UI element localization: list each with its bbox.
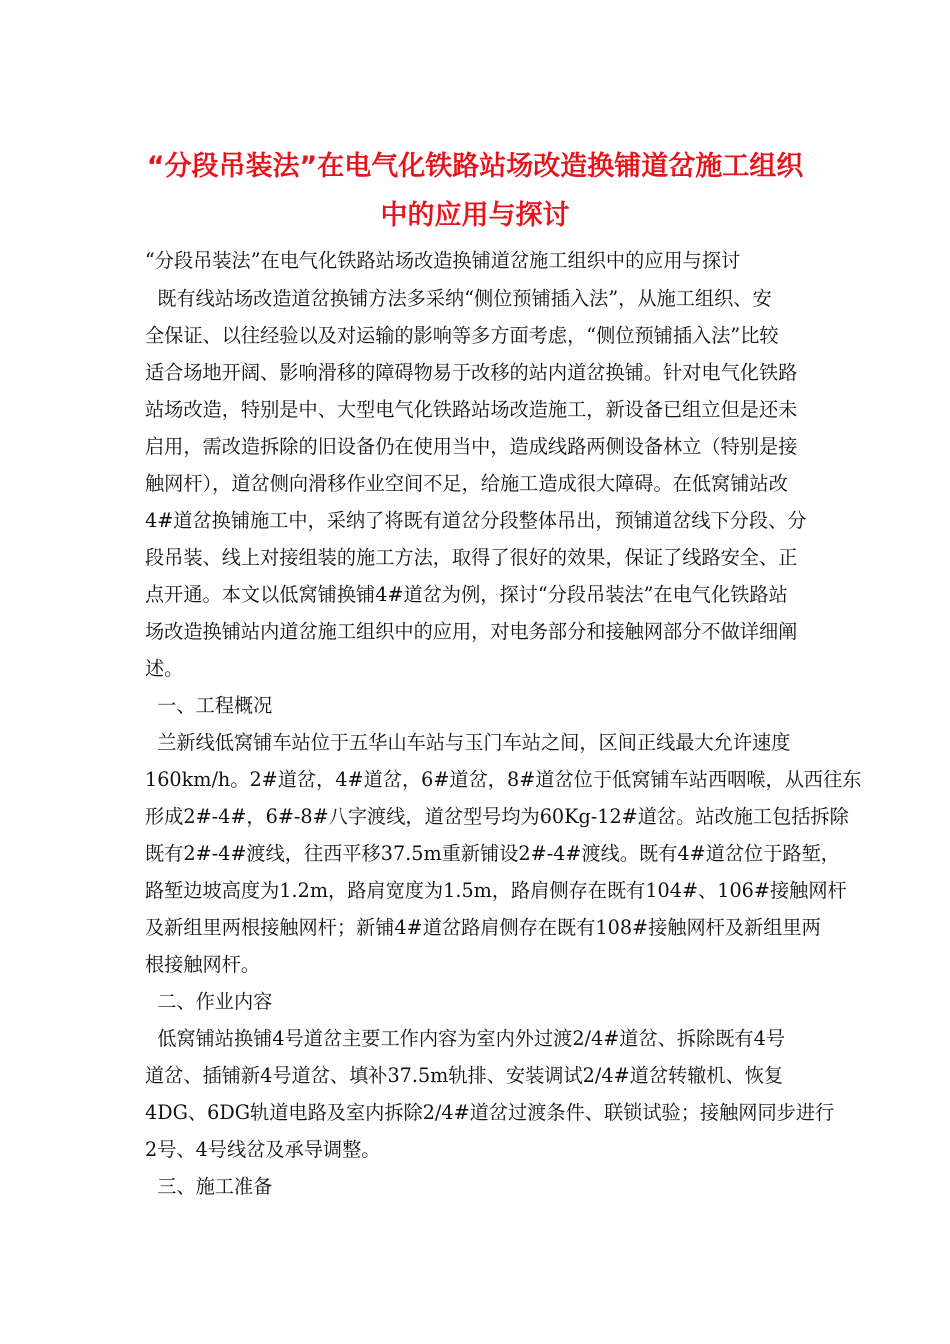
text-line: 站场改造，特别是中、大型电气化铁路站场改造施工，新设备已组立但是还未 <box>145 398 798 421</box>
text-line: 道岔、插铺新4号道岔、填补37.5m轨排、安装调试2/4#道岔转辙机、恢复 <box>145 1064 784 1087</box>
text-line: 触网杆），道岔侧向滑移作业空间不足，给施工造成很大障碍。在低窝铺站改 <box>145 472 788 495</box>
text-line: “分段吊装法”在电气化铁路站场改造换铺道岔施工组织中的应用与探讨 <box>145 249 741 272</box>
text-line: 既有线站场改造道岔换铺方法多采纳“侧位预铺插入法”，从施工组织、安 <box>145 287 772 310</box>
text-line: 全保证、以往经验以及对运输的影响等多方面考虑，“侧位预铺插入法”比较 <box>145 324 779 347</box>
document-title-line-2: 中的应用与探讨 <box>380 200 570 231</box>
text-line: 适合场地开阔、影响滑移的障碍物易于改移的站内道岔换铺。针对电气化铁路 <box>145 361 798 384</box>
document-title-line-1: “分段吊装法”在电气化铁路站场改造换铺道岔施工组织 <box>146 151 804 182</box>
text-line: 形成2#-4#，6#-8#八字渡线，道岔型号均为60Kg-12#道岔。站改施工包括拆除 <box>145 805 849 828</box>
text-line: 述。 <box>145 657 184 680</box>
text-line: 段吊装、线上对接组装的施工方法，取得了很好的效果，保证了线路安全、正 <box>145 546 798 569</box>
section-heading: 一、工程概况 <box>145 694 273 717</box>
text-line: 根接触网杆。 <box>145 953 261 976</box>
text-line: 启用，需改造拆除的旧设备仍在使用当中，造成线路两侧设备林立（特别是接 <box>145 435 798 458</box>
text-line: 4#道岔换铺施工中，采纳了将既有道岔分段整体吊出，预铺道岔线下分段、分 <box>145 509 807 532</box>
text-line: 点开通。本文以低窝铺换铺4#道岔为例，探讨“分段吊装法”在电气化铁路站 <box>145 583 788 606</box>
text-line: 既有2#-4#渡线，往西平移37.5m重新铺设2#-4#渡线。既有4#道岔位于路堑， <box>145 842 840 865</box>
text-line: 160km/h。2#道岔，4#道岔，6#道岔，8#道岔位于低窝铺车站西咽喉，从西往东 <box>145 768 862 791</box>
text-line: 兰新线低窝铺车站位于五华山车站与玉门车站之间，区间正线最大允许速度 <box>145 731 791 754</box>
section-heading: 三、施工准备 <box>145 1175 273 1198</box>
text-line: 2号、4号线岔及承导调整。 <box>145 1138 381 1161</box>
text-line: 及新组里两根接触网杆；新铺4#道岔路肩侧存在既有108#接触网杆及新组里两 <box>145 916 821 939</box>
section-heading: 二、作业内容 <box>145 990 273 1013</box>
text-line: 4DG、6DG轨道电路及室内拆除2/4#道岔过渡条件、联锁试验；接触网同步进行 <box>145 1101 835 1124</box>
text-line: 路堑边坡高度为1.2m，路肩宽度为1.5m，路肩侧存在既有104#、106#接触网杆 <box>145 879 847 902</box>
text-line: 场改造换铺站内道岔施工组织中的应用，对电务部分和接触网部分不做详细阐 <box>145 620 798 643</box>
text-line: 低窝铺站换铺4号道岔主要工作内容为室内外过渡2/4#道岔、拆除既有4号 <box>145 1027 786 1050</box>
